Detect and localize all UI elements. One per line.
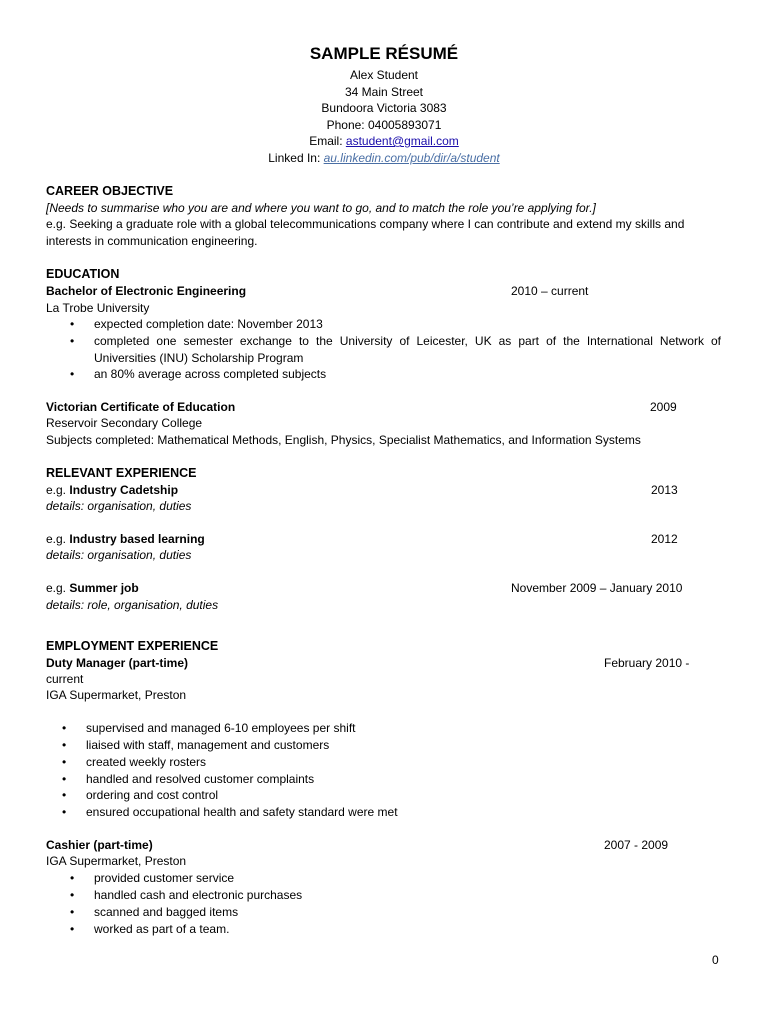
bullet-icon: •: [70, 905, 75, 919]
career-example: e.g. Seeking a graduate role with a global telecommunications company where I can contribute and extend my skills and interests in communication engineering.: [46, 217, 685, 248]
linkedin-link[interactable]: au.linkedin.com/pub/dir/a/student: [323, 150, 500, 165]
linkedin-line: [0, 150, 768, 167]
relevant-item-date: 2013: [651, 483, 678, 497]
bullet-icon: •: [62, 805, 67, 819]
bullet-icon: •: [62, 721, 67, 735]
relevant-item-date: November 2009 – January 2010: [511, 581, 683, 595]
relevant-item-details: details: organisation, duties: [46, 499, 192, 513]
relevant-item-details: details: organisation, duties: [46, 548, 192, 562]
list-item: • completed one semester exchange to the University of Leicester, UK as part of the International Network of Universities (INU) Scholarship Program: [70, 334, 721, 365]
linkedin-label: Linked In:: [268, 150, 324, 165]
resume-page: SAMPLE RÉSUMÉ Alex Student 34 Main Street Bundoora Victoria 3083 Phone: 04005893071 Email: astudent@gmail.com Linked In: au.linkedin.com/pub/dir/a/student CAREER OBJECTIVE [Needs to summarise who you are and where you want to go, and to match the role you’re applying for.] e.g. Seeking a graduate role with a global telecommunications company where I can contribute and extend my skills and interests in communication engineering. EDUCATION Bachelor of Electronic Engineering 2010 – current La Trobe University • expected completion date: November 2013 • completed one semester exchange to the University of Leicester, UK as part of the International Network of Universities (INU) Scholarship Program • an 80% average across completed subjects Victorian Certificate of Education 2009 Reservoir Secondary College Subjects completed: Mathematical Methods, English, Physics, Specialist Mathematics, and Information Systems RELEVANT EXPERIENCE e.g. Industry Cadetship 2013 details: organisation, duties e.g. Industry based learning 2012 details: organisation, duties e.g. Summer job November 2009 – January 2010 details: role, organisation, duties EMPLOYMENT EXPERIENCE Duty Manager (part-time) February 2010 - current IGA Supermarket, Preston • supervised and managed 6-10 employees per shift • liaised with staff, management and customers • created weekly rosters • handled and resolved customer complaints • ordering and cost control • ensured occupational health and safety standard were met Cashier (part-time) 2007 - 2009 IGA Supermarket, Preston • provided customer service • handled cash and electronic purchases • scanned and bagged items • worked as part of a team. 0: [0, 0, 768, 1024]
bullet-icon: •: [70, 367, 75, 381]
phone: Phone: 04005893071: [326, 117, 442, 132]
school: Reservoir Secondary College: [46, 416, 203, 430]
job-employer: IGA Supermarket, Preston: [46, 854, 187, 868]
vce-year: 2009: [650, 400, 677, 414]
bullet-icon: •: [70, 317, 75, 331]
bullet-icon: •: [62, 738, 67, 752]
university: La Trobe University: [46, 301, 150, 315]
bullet-icon: •: [70, 888, 75, 902]
relevant-item-title: e.g. Summer job: [46, 581, 139, 595]
education-heading: EDUCATION: [46, 267, 120, 281]
bullet-icon: •: [70, 334, 75, 348]
relevant-item-details: details: role, organisation, duties: [46, 598, 219, 612]
career-objective-heading: CAREER OBJECTIVE: [46, 184, 174, 198]
bullet-icon: •: [70, 871, 75, 885]
email-line: [0, 133, 768, 150]
degree-title: Bachelor of Electronic Engineering: [46, 284, 247, 298]
relevant-item-title: e.g. Industry based learning: [46, 532, 205, 546]
bullet-icon: •: [62, 788, 67, 802]
job-title: Cashier (part-time): [46, 838, 153, 852]
job-date: February 2010 -: [604, 656, 690, 670]
email-label: Email:: [309, 134, 346, 148]
city-address: Bundoora Victoria 3083: [321, 101, 447, 115]
bullet-icon: •: [70, 922, 75, 936]
street-address: 34 Main Street: [344, 84, 424, 99]
job-date: 2007 - 2009: [604, 838, 669, 852]
page-title: SAMPLE RÉSUMÉ: [309, 44, 459, 63]
subjects-completed: Subjects completed: Mathematical Methods, English, Physics, Specialist Mathematics, and Information Systems: [46, 433, 641, 447]
bullet-icon: •: [62, 772, 67, 786]
candidate-name: Alex Student: [349, 68, 419, 82]
relevant-experience-heading: RELEVANT EXPERIENCE: [46, 466, 197, 480]
email-link[interactable]: astudent@gmail.com: [345, 134, 459, 148]
relevant-item-date: 2012: [651, 532, 678, 546]
employment-experience-heading: EMPLOYMENT EXPERIENCE: [46, 639, 219, 653]
job-date-continued: current: [46, 672, 84, 686]
degree-dates: 2010 – current: [511, 284, 589, 298]
page-number: 0: [712, 953, 719, 967]
vce-title: Victorian Certificate of Education: [46, 400, 236, 414]
job-title: Duty Manager (part-time): [46, 656, 189, 670]
relevant-item-title: e.g. Industry Cadetship: [46, 483, 179, 497]
bullet-icon: •: [62, 755, 67, 769]
career-instruction: [Needs to summarise who you are and where you want to go, and to match the role you’re applying for.]: [46, 201, 596, 215]
job-employer: IGA Supermarket, Preston: [46, 688, 187, 702]
